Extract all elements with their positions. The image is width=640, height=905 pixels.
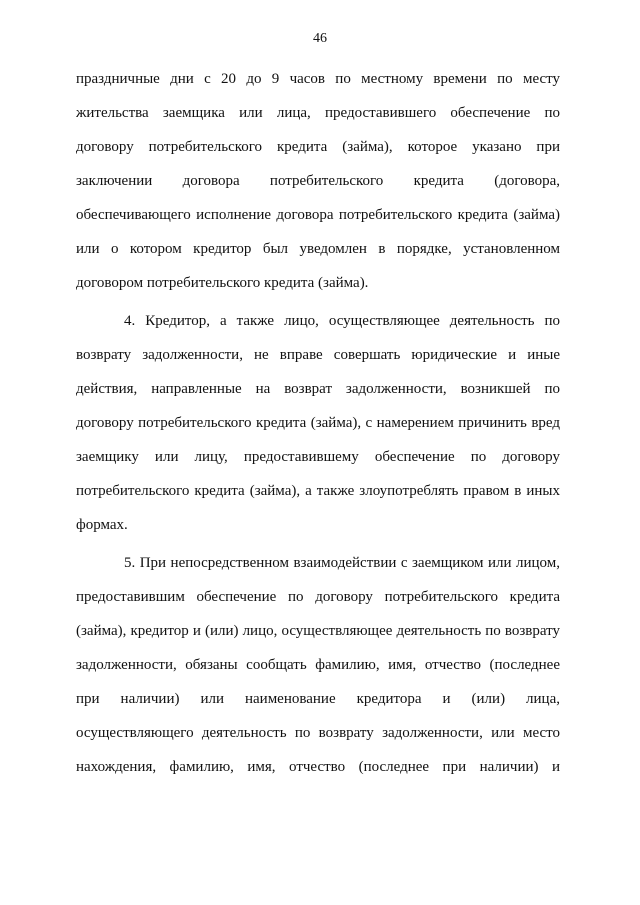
text-line: действия, направленные на возврат задолженности, возникшей по [76, 381, 560, 397]
page-number: 46 [313, 31, 327, 46]
text-line: обеспечивающего исполнение договора потребительского кредита (займа) [76, 207, 560, 223]
text-line: договору потребительского кредита (займа), которое указано при [76, 139, 560, 155]
text-line: 4. Кредитор, а также лицо, осуществляющее деятельность по [124, 313, 560, 329]
paragraph-item-5 [76, 546, 560, 784]
text-line: возврату задолженности, не вправе совершать юридические и иные [76, 347, 560, 363]
text-line: жительства заемщика или лица, предоставившего обеспечение по [76, 105, 560, 121]
text-line: задолженности, обязаны сообщать фамилию, имя, отчество (последнее [76, 657, 560, 673]
paragraph-continuation [76, 62, 560, 300]
text-line: заемщику или лицу, предоставившему обеспечение по договору [76, 449, 560, 465]
text-line: потребительского кредита (займа), а также злоупотреблять правом в иных [76, 483, 560, 499]
text-line: 5. При непосредственном взаимодействии с заемщиком или лицом, [124, 555, 560, 571]
text-line: при наличии) или наименование кредитора и (или) лица, [76, 691, 560, 707]
text-line: нахождения, фамилию, имя, отчество (последнее при наличии) и [76, 759, 560, 775]
paragraph-item-4 [76, 304, 560, 542]
text-line: договором потребительского кредита (займа). [76, 275, 369, 291]
text-line: заключении договора потребительского кредита (договора, [76, 173, 560, 189]
text-line: праздничные дни с 20 до 9 часов по местному времени по месту [76, 71, 560, 87]
text-line: (займа), кредитор и (или) лицо, осуществляющее деятельность по возврату [76, 623, 560, 639]
text-line: осуществляющего деятельность по возврату задолженности, или место [76, 725, 560, 741]
text-line: или о котором кредитор был уведомлен в порядке, установленном [76, 241, 560, 257]
text-line: предоставившим обеспечение по договору потребительского кредита [76, 589, 560, 605]
text-line: договору потребительского кредита (займа), с намерением причинить вред [76, 415, 560, 431]
text-line: формах. [76, 517, 128, 533]
